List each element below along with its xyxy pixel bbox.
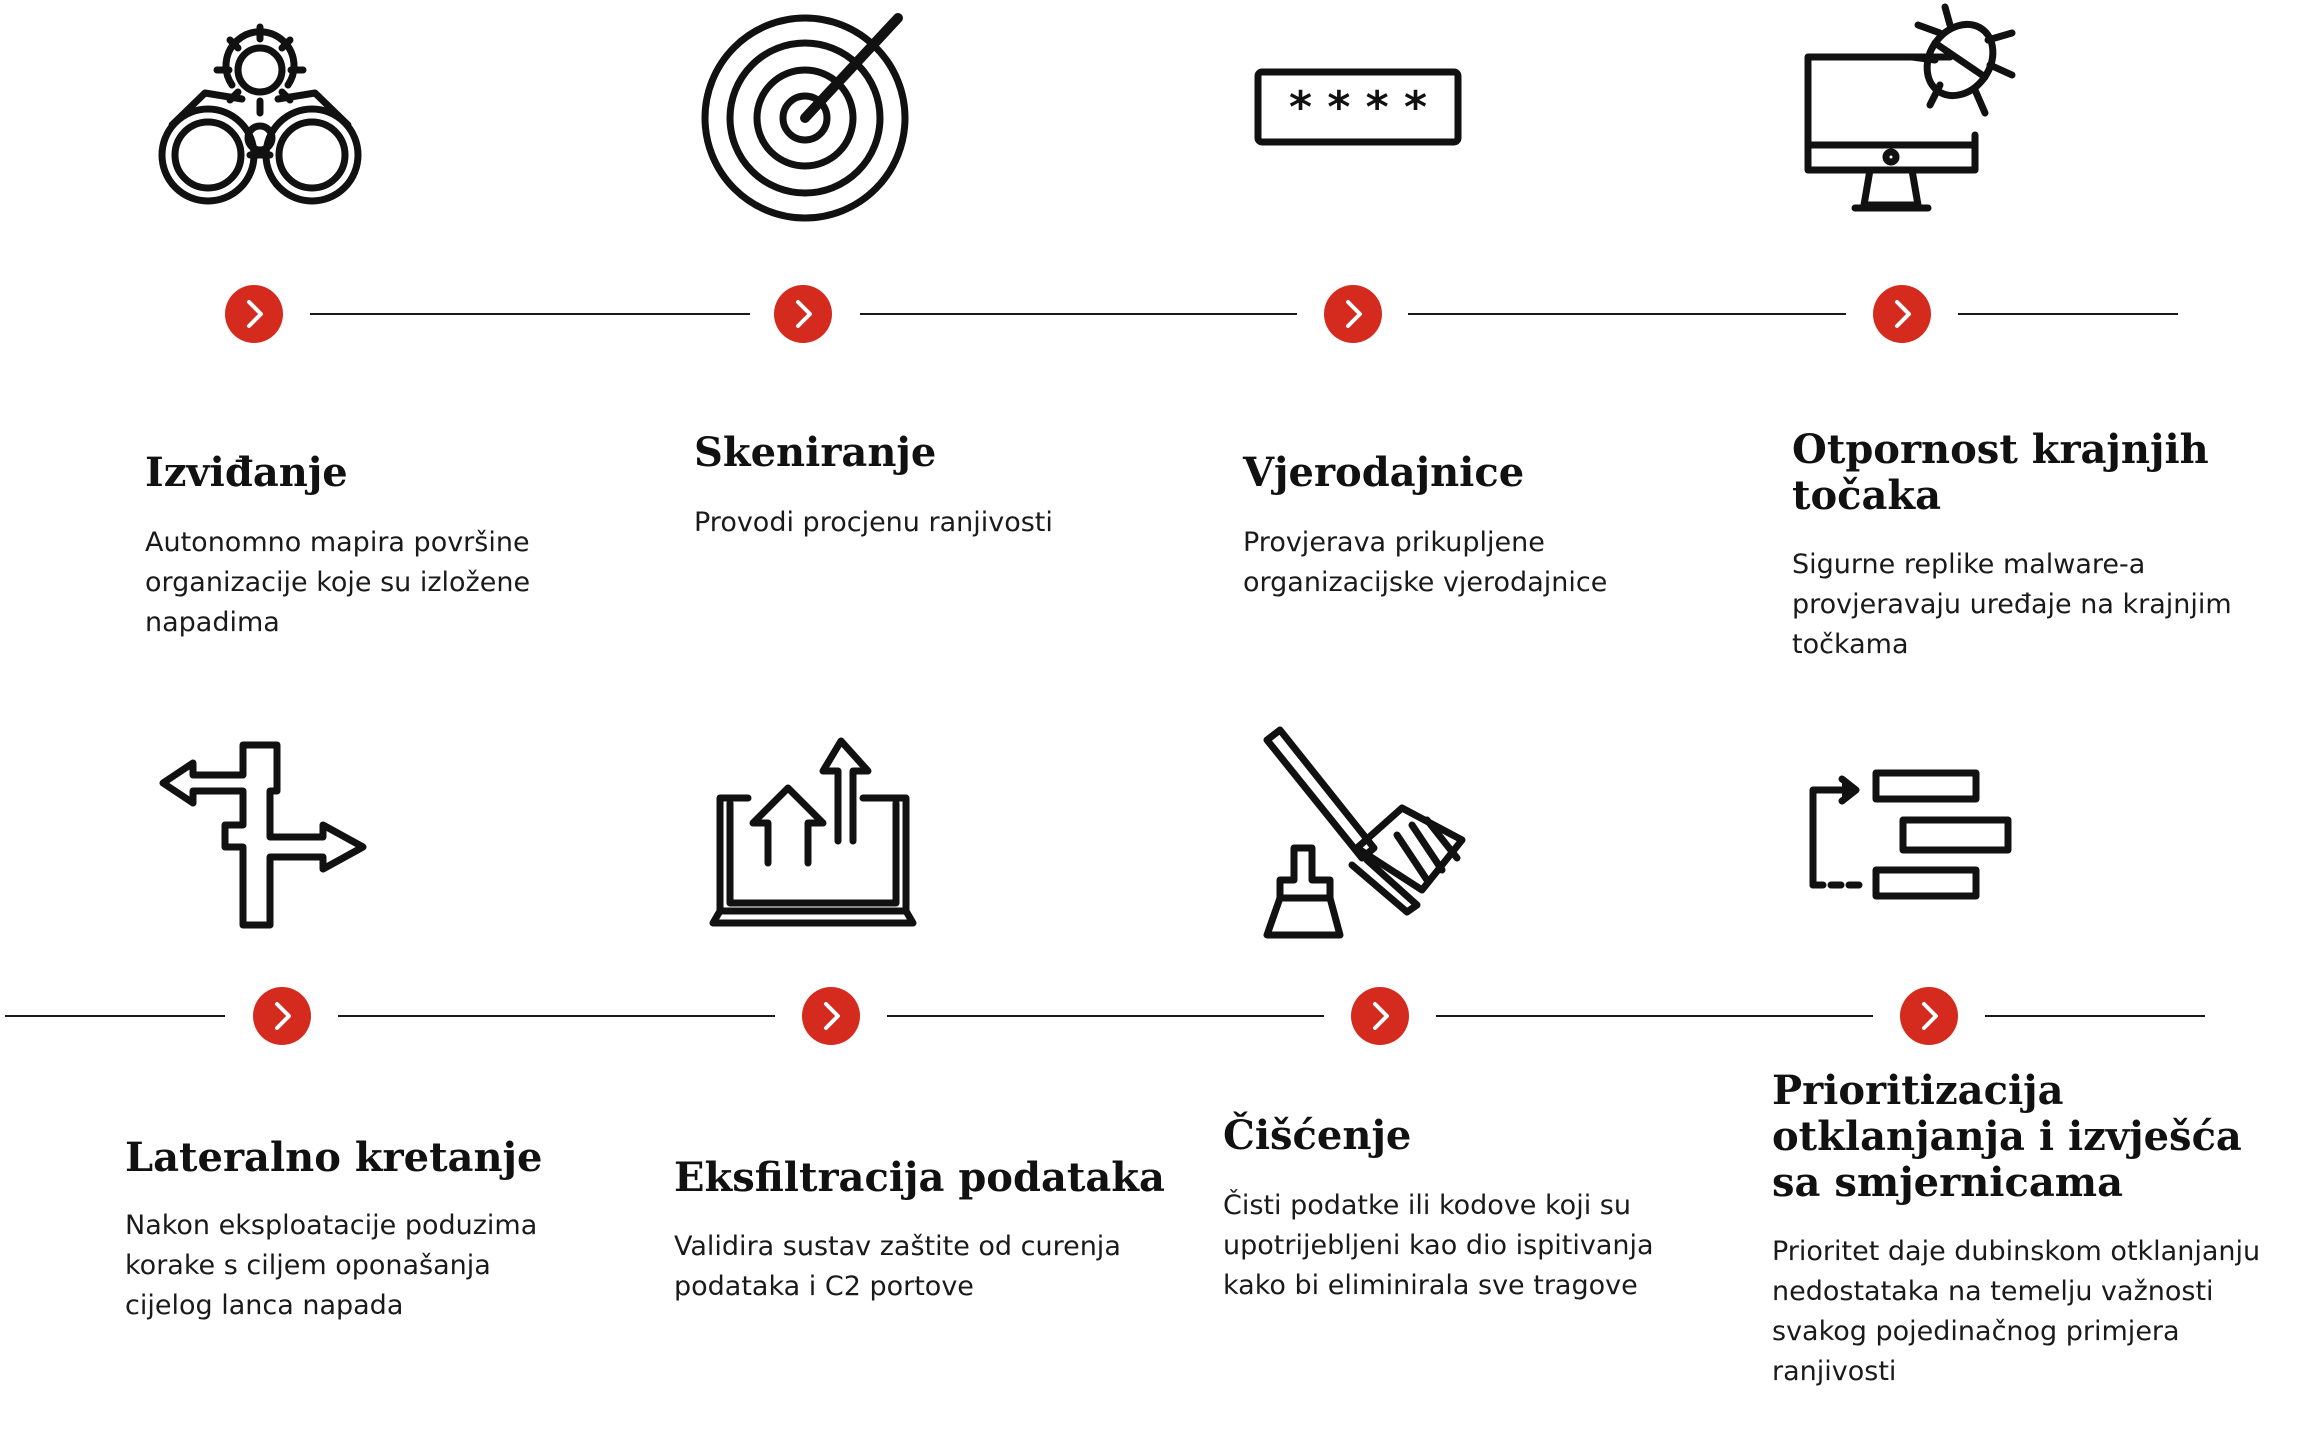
- step-3-arrow-button[interactable]: [1324, 285, 1382, 343]
- timeline-connector: [1985, 1015, 2205, 1017]
- chevron-right-icon: [826, 1004, 838, 1028]
- broom-brush-icon: [1262, 730, 1482, 945]
- chevron-right-icon: [249, 302, 261, 326]
- target-icon: [700, 10, 920, 220]
- step-6-description: Validira sustav zaštite od curenja podataka i C2 portove: [674, 1231, 1121, 1302]
- password-mask-text: * * * *: [1289, 82, 1427, 133]
- step-2-title: Skeniranje: [694, 429, 937, 476]
- step-1-arrow-button[interactable]: [225, 285, 283, 343]
- step-5-title: Lateralno kretanje: [125, 1134, 543, 1181]
- step-8-arrow-button[interactable]: [1900, 987, 1958, 1045]
- step-7-description: Čisti podatke ili kodove koji su upotrijebljeni kao dio ispitivanja kako bi eliminirala sve tragove: [1223, 1190, 1654, 1301]
- timeline-connector: [860, 313, 1297, 315]
- chevron-right-icon: [1348, 302, 1360, 326]
- step-4-description: Sigurne replike malware-a provjeravaju uređaje na krajnjim točkama: [1792, 549, 2232, 660]
- timeline-connector: [1436, 1015, 1873, 1017]
- chevron-right-icon: [1897, 302, 1909, 326]
- priority-list-icon: [1808, 765, 2028, 915]
- chevron-right-icon: [1924, 1004, 1936, 1028]
- timeline-connector: [310, 313, 750, 315]
- step-3-description: Provjerava prikupljene organizacijske vjerodajnice: [1243, 527, 1608, 598]
- step-2-arrow-button[interactable]: [774, 285, 832, 343]
- step-6-title: Eksfiltracija podataka: [674, 1154, 1165, 1201]
- step-8-description: Prioritet daje dubinskom otklanjanju nedostataka na temelju važnosti svakog pojedinačnog primjera ranjivosti: [1772, 1236, 2261, 1387]
- timeline-connector: [338, 1015, 775, 1017]
- step-8-title: Prioritizacija otklanjanja i izvješća sa smjernicama: [1772, 1067, 2242, 1206]
- step-5-arrow-button[interactable]: [253, 987, 311, 1045]
- step-1-description: Autonomno mapira površine organizacije koje su izložene napadima: [145, 527, 531, 638]
- binoculars-gear-icon: [150, 15, 370, 205]
- step-3-title: Vjerodajnice: [1243, 449, 1525, 496]
- chevron-right-icon: [277, 1004, 289, 1028]
- chevron-right-icon: [1375, 1004, 1387, 1028]
- timeline-connector: [5, 1015, 225, 1017]
- chevron-right-icon: [798, 302, 810, 326]
- timeline-connector: [1408, 313, 1846, 315]
- step-6-arrow-button[interactable]: [802, 987, 860, 1045]
- step-4-arrow-button[interactable]: [1873, 285, 1931, 343]
- step-7-title: Čišćenje: [1223, 1112, 1412, 1159]
- step-5-description: Nakon eksploatacije poduzima korake s ciljem oponašanja cijelog lanca napada: [125, 1210, 538, 1321]
- signpost-icon: [155, 735, 375, 935]
- step-1-title: Izviđanje: [145, 449, 348, 496]
- timeline-connector: [887, 1015, 1324, 1017]
- step-2-description: Provodi procjenu ranjivosti: [694, 507, 1053, 538]
- password-field-icon: [1254, 68, 1464, 148]
- monitor-bug-icon: [1800, 5, 2020, 215]
- step-4-title: Otpornost krajnjih točaka: [1792, 426, 2209, 519]
- timeline-connector: [1958, 313, 2178, 315]
- step-7-arrow-button[interactable]: [1351, 987, 1409, 1045]
- laptop-upload-icon: [708, 733, 928, 933]
